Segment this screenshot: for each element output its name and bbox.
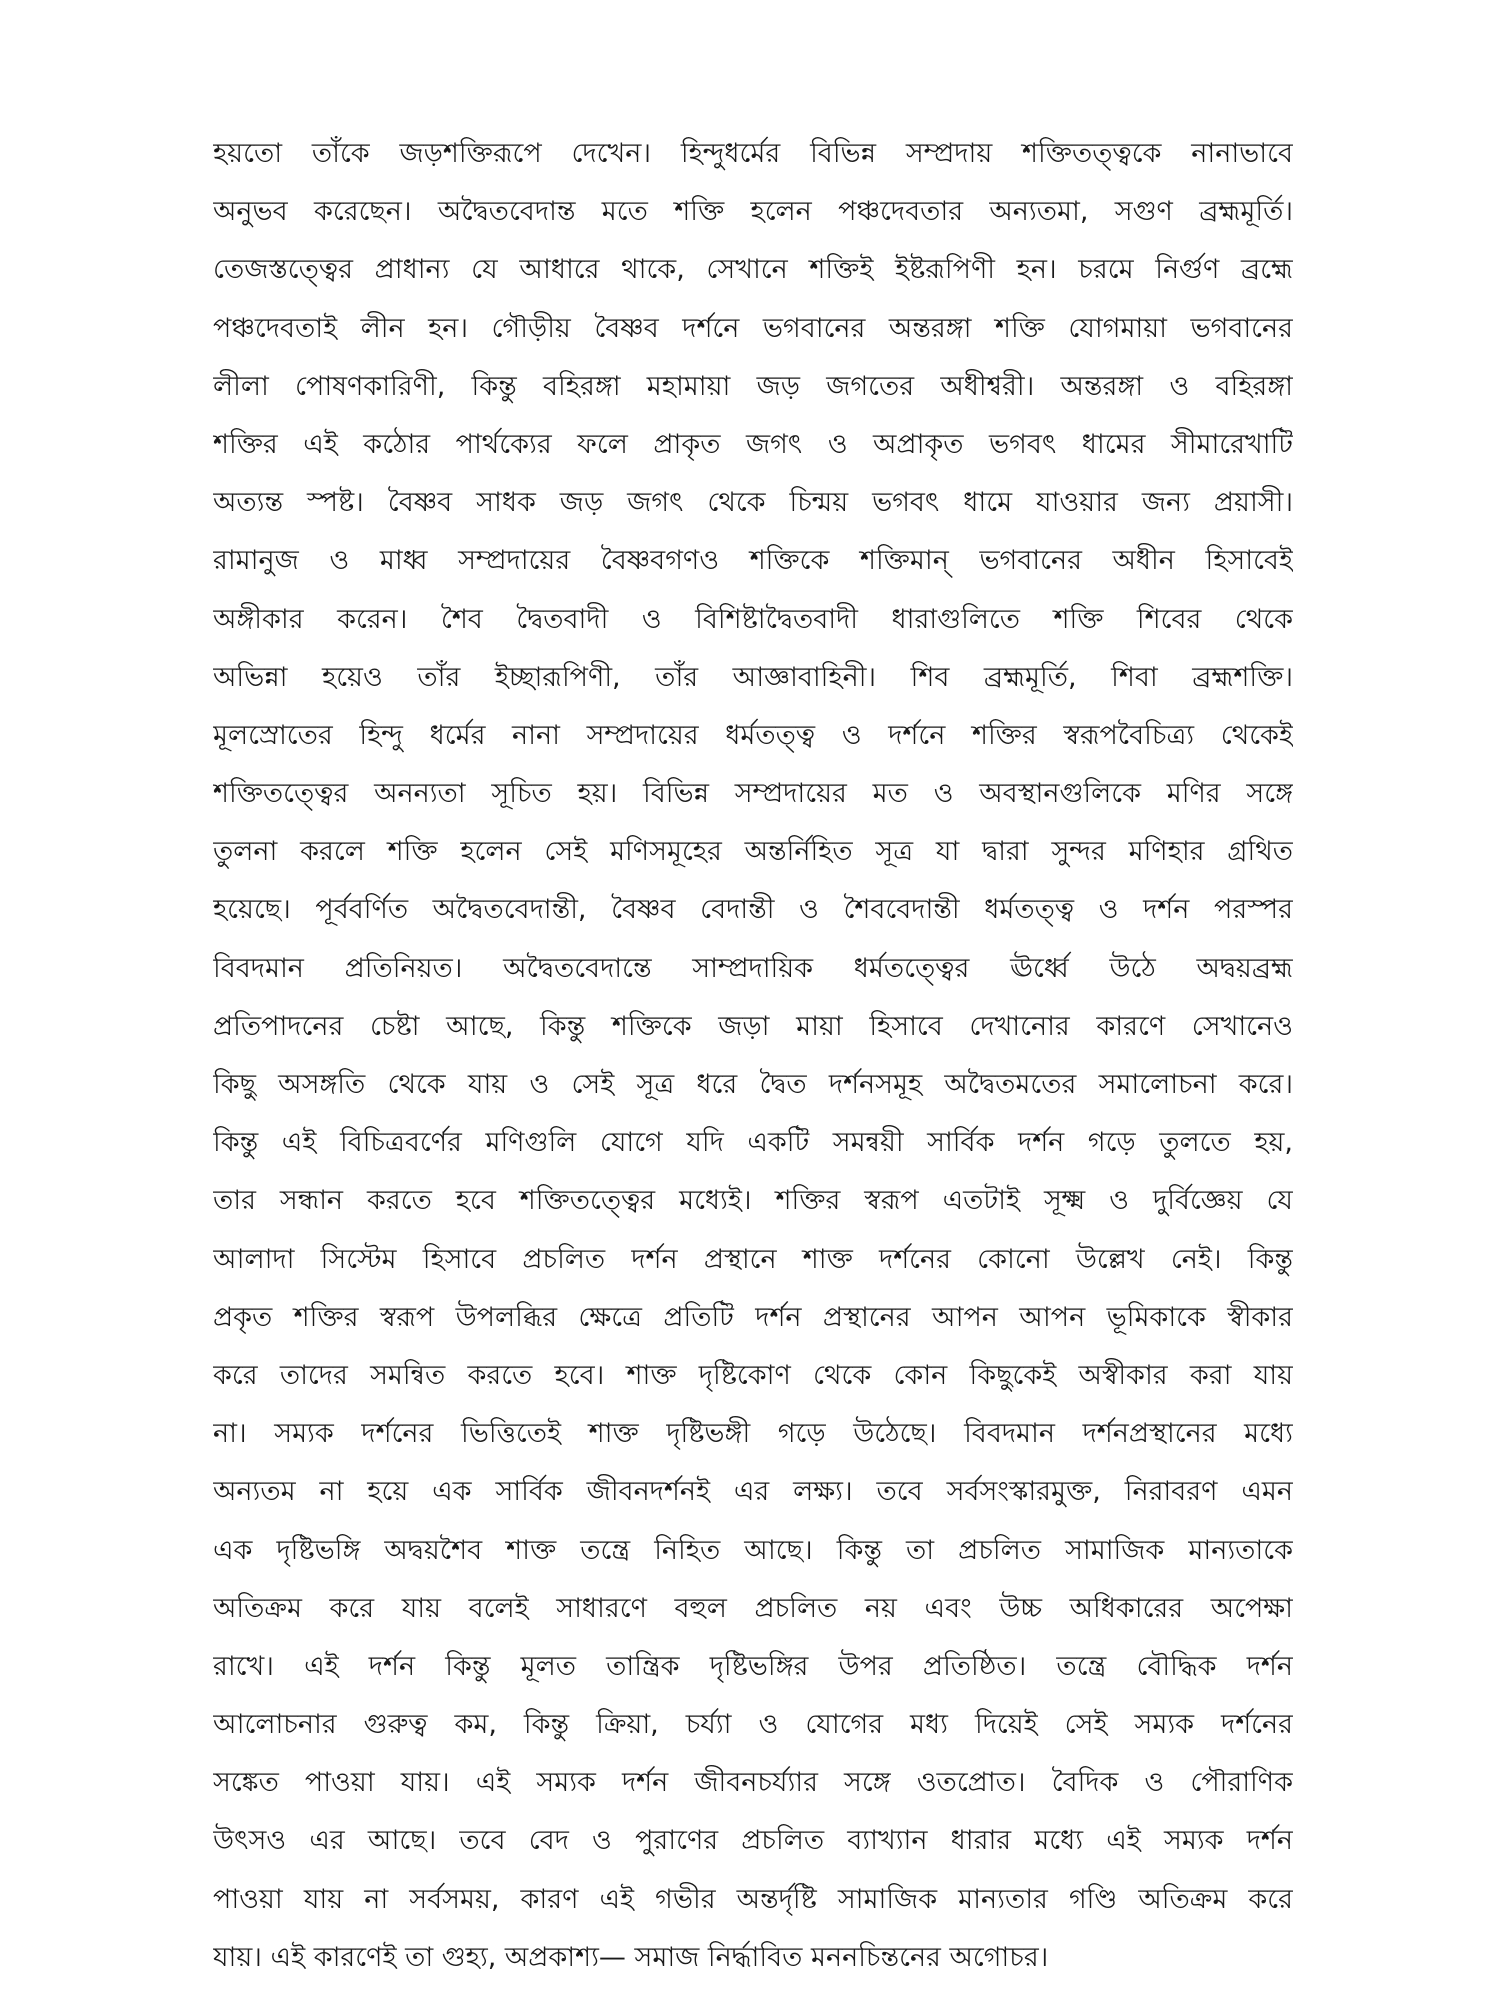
text-line: শক্তিতত্ত্বের অনন্যতা সূচিত হয়। বিভিন্ন সম্প্রদায়ের মত ও অবস্থানগুলিকে মণির সঙ্গে xyxy=(213,778,1293,810)
text-line: অন্যতম না হয়ে এক সার্বিক জীবনদর্শনই এর লক্ষ্য। তবে সর্বসংস্কারমুক্ত, নিরাবরণ এমন xyxy=(213,1476,1293,1508)
text-line: অভিন্না হয়েও তাঁর ইচ্ছারূপিণী, তাঁর আজ্ঞাবাহিনী। শিব ব্রহ্মমূর্তি, শিবা ব্রহ্মশক্তি। xyxy=(213,661,1293,693)
text-line: অতিক্রম করে যায় বলেই সাধারণে বহুল প্রচলিত নয় এবং উচ্চ অধিকারের অপেক্ষা xyxy=(213,1592,1293,1624)
text-line: তেজস্তত্ত্বের প্রাধান্য যে আধারে থাকে, সেখানে শক্তিই ইষ্টরূপিণী হন। চরমে নির্গুণ ব্রহ্মে xyxy=(213,254,1293,286)
text-line: শক্তির এই কঠোর পার্থক্যের ফলে প্রাকৃত জগৎ ও অপ্রাকৃত ভগবৎ ধামের সীমারেখাটি xyxy=(213,428,1293,460)
text-line: পঞ্চদেবতাই লীন হন। গৌড়ীয় বৈষ্ণব দর্শনে ভগবানের অন্তরঙ্গা শক্তি যোগমায়া ভগবানের xyxy=(213,312,1293,344)
text-line: কিছু অসঙ্গতি থেকে যায় ও সেই সূত্র ধরে দ্বৈত দর্শনসমূহ অদ্বৈতমতের সমালোচনা করে। xyxy=(213,1069,1293,1100)
text-line: মূলস্রোতের হিন্দু ধর্মের নানা সম্প্রদায়ের ধর্মতত্ত্ব ও দর্শনে শক্তির স্বরূপবৈচিত্র্য থেকেই xyxy=(213,719,1293,751)
text-line: অঙ্গীকার করেন। শৈব দ্বৈতবাদী ও বিশিষ্টাদ্বৈতবাদী ধারাগুলিতে শক্তি শিবের থেকে xyxy=(213,603,1293,635)
text-line: অত্যন্ত স্পষ্ট। বৈষ্ণব সাধক জড় জগৎ থেকে চিন্ময় ভগবৎ ধামে যাওয়ার জন্য প্রয়াসী। xyxy=(213,487,1293,519)
text-line: অনুভব করেছেন। অদ্বৈতবেদান্ত মতে শক্তি হলেন পঞ্চদেবতার অন্যতমা, সগুণ ব্রহ্মমূর্তি। xyxy=(213,196,1293,228)
text-line: রামানুজ ও মাধ্ব সম্প্রদায়ের বৈষ্ণবগণও শক্তিকে শক্তিমান্ ভগবানের অধীন হিসাবেই xyxy=(213,545,1293,577)
text-line: সঙ্কেত পাওয়া যায়। এই সম্যক দর্শন জীবনচর্য্যার সঙ্গে ওতপ্রোত। বৈদিক ও পৌরাণিক xyxy=(213,1767,1293,1799)
text-line: আলোচনার গুরুত্ব কম, কিন্তু ক্রিয়া, চর্য্যা ও যোগের মধ্য দিয়েই সেই সম্যক দর্শনের xyxy=(213,1709,1293,1741)
text-line: বিবদমান প্রতিনিয়ত। অদ্বৈতবেদান্তে সাম্প্রদায়িক ধর্মতত্ত্বের ঊর্ধ্বে উঠে অদ্বয়ব্রহ্ম xyxy=(213,952,1293,984)
text-line: আলাদা সিস্টেম হিসাবে প্রচলিত দর্শন প্রস্থানে শাক্ত দর্শনের কোনো উল্লেখ নেই। কিন্তু xyxy=(213,1243,1293,1275)
text-line: করে তাদের সমন্বিত করতে হবে। শাক্ত দৃষ্টিকোণ থেকে কোন কিছুকেই অস্বীকার করা যায় xyxy=(213,1359,1293,1391)
text-line: যায়। এই কারণেই তা গুহ্য, অপ্রকাশ্য— সমাজ নির্দ্ধাবিত মননচিন্তনের অগোচর। xyxy=(213,1941,1049,1973)
text-line: পাওয়া যায় না সর্বসময়, কারণ এই গভীর অন্তর্দৃষ্টি সামাজিক মান্যতার গণ্ডি অতিক্রম করে xyxy=(213,1883,1293,1915)
text-line: না। সম্যক দর্শনের ভিত্তিতেই শাক্ত দৃষ্টিভঙ্গী গড়ে উঠেছে। বিবদমান দর্শনপ্রস্থানের মধ্যে xyxy=(213,1418,1293,1450)
text-line: এক দৃষ্টিভঙ্গি অদ্বয়শৈব শাক্ত তন্ত্রে নিহিত আছে। কিন্তু তা প্রচলিত সামাজিক মান্যতাকে xyxy=(213,1534,1293,1566)
text-line: কিন্তু এই বিচিত্রবর্ণের মণিগুলি যোগে যদি একটি সমন্বয়ী সার্বিক দর্শন গড়ে তুলতে হয়, xyxy=(213,1127,1293,1159)
body-text xyxy=(213,125,1293,1987)
text-line: রাখে। এই দর্শন কিন্তু মূলত তান্ত্রিক দৃষ্টিভঙ্গির উপর প্রতিষ্ঠিত। তন্ত্রে বৌদ্ধিক দর্শন xyxy=(213,1650,1293,1682)
text-line: তার সন্ধান করতে হবে শক্তিতত্ত্বের মধ্যেই। শক্তির স্বরূপ এতটাই সূক্ষ্ম ও দুর্বিজ্ঞেয় যে xyxy=(213,1185,1293,1217)
text-line: প্রকৃত শক্তির স্বরূপ উপলব্ধির ক্ষেত্রে প্রতিটি দর্শন প্রস্থানের আপন আপন ভূমিকাকে স্বীকার xyxy=(213,1301,1293,1333)
text-line: হয়েছে। পূর্ববর্ণিত অদ্বৈতবেদান্তী, বৈষ্ণব বেদান্তী ও শৈববেদান্তী ধর্মতত্ত্ব ও দর্শন পরস্পর xyxy=(213,894,1293,926)
text-line: হয়তো তাঁকে জড়শক্তিরূপে দেখেন। হিন্দুধর্মের বিভিন্ন সম্প্রদায় শক্তিতত্ত্বকে নানাভাবে xyxy=(213,138,1293,169)
text-line: তুলনা করলে শক্তি হলেন সেই মণিসমূহের অন্তর্নিহিত সূত্র যা দ্বারা সুন্দর মণিহার গ্রথিত xyxy=(213,836,1293,868)
text-line: প্রতিপাদনের চেষ্টা আছে, কিন্তু শক্তিকে জড়া মায়া হিসাবে দেখানোর কারণে সেখানেও xyxy=(213,1010,1293,1042)
text-line: লীলা পোষণকারিণী, কিন্তু বহিরঙ্গা মহামায়া জড় জগতের অধীশ্বরী। অন্তরঙ্গা ও বহিরঙ্গা xyxy=(213,370,1293,402)
text-line: উৎসও এর আছে। তবে বেদ ও পুরাণের প্রচলিত ব্যাখ্যান ধারার মধ্যে এই সম্যক দর্শন xyxy=(213,1825,1293,1857)
